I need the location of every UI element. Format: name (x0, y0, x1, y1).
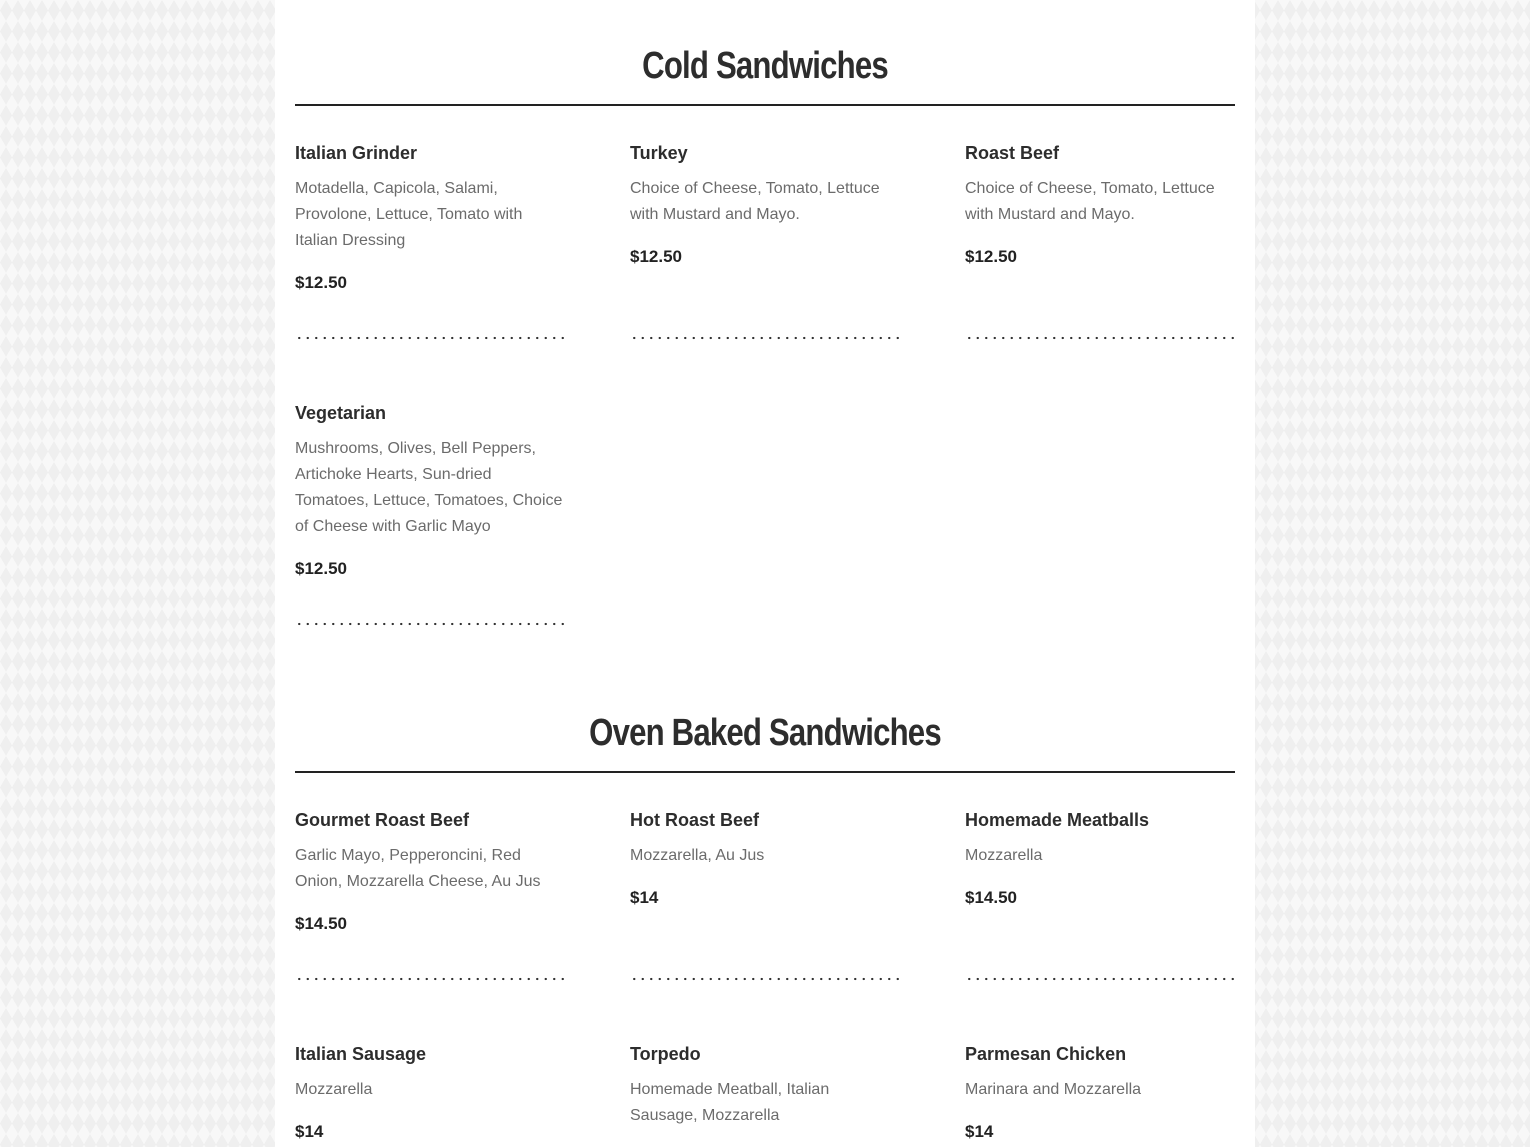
dotted-separator (630, 977, 900, 981)
item-description: Mozzarella (965, 847, 1043, 864)
menu-item (630, 142, 900, 340)
menu-item (630, 809, 900, 981)
item-price: $14 (630, 888, 659, 907)
item-price: $14.50 (965, 888, 1017, 907)
item-price: $12.50 (295, 559, 347, 578)
item-name: Parmesan Chicken (965, 1044, 1127, 1064)
menu-item (965, 142, 1235, 340)
item-description: Marinara and Mozzarella (965, 1081, 1142, 1098)
item-name: Turkey (630, 143, 688, 163)
item-description: Mushrooms, Olives, Bell Peppers, Artichoke Hearts, Sun-dried Tomatoes, Lettuce, Tomatoes, Choice of Cheese with Garlic Mayo (295, 440, 563, 535)
menu-item (965, 809, 1235, 981)
item-price: $12.50 (630, 247, 682, 266)
dotted-separator (295, 622, 565, 626)
item-price: $14 (965, 1122, 994, 1141)
item-description: Homemade Meatball, Italian Sausage, Mozzarella (630, 1081, 830, 1124)
item-name: Italian Sausage (295, 1044, 427, 1064)
item-description: Mozzarella (295, 1081, 373, 1098)
item-price: $14.50 (295, 914, 347, 933)
section-cold-sandwiches (295, 0, 1235, 626)
item-description: Choice of Cheese, Tomato, Lettuce with Mustard and Mayo. (630, 180, 880, 223)
menu-item (965, 1043, 1235, 1147)
menu-item (630, 1043, 900, 1147)
item-price: $12.50 (965, 247, 1017, 266)
dotted-separator (295, 977, 565, 981)
menu-page (275, 0, 1255, 1147)
menu-item (295, 1043, 565, 1147)
item-name: Hot Roast Beef (630, 810, 760, 830)
item-name: Italian Grinder (295, 143, 418, 163)
item-name: Torpedo (630, 1044, 701, 1064)
menu-item (295, 402, 565, 626)
section-divider (295, 771, 1235, 773)
menu-item (295, 809, 565, 981)
menu-item (295, 142, 565, 340)
item-name: Gourmet Roast Beef (295, 810, 470, 830)
menu-grid (295, 809, 1235, 1147)
item-description: Mozzarella, Au Jus (630, 847, 765, 864)
dotted-separator (965, 977, 1235, 981)
item-description: Choice of Cheese, Tomato, Lettuce with Mustard and Mayo. (965, 180, 1215, 223)
item-name: Roast Beef (965, 143, 1060, 163)
section-title: Oven Baked Sandwiches (589, 712, 941, 754)
item-price: $12.50 (295, 273, 347, 292)
section-divider (295, 104, 1235, 106)
section-title: Cold Sandwiches (642, 45, 888, 87)
dotted-separator (965, 336, 1235, 340)
item-description: Garlic Mayo, Pepperoncini, Red Onion, Mozzarella Cheese, Au Jus (295, 847, 541, 890)
menu-grid (295, 142, 1235, 626)
item-description: Motadella, Capicola, Salami, Provolone, Lettuce, Tomato with Italian Dressing (295, 180, 523, 249)
item-price: $14 (295, 1122, 324, 1141)
dotted-separator (630, 336, 900, 340)
dotted-separator (295, 336, 565, 340)
item-name: Homemade Meatballs (965, 810, 1150, 830)
section-oven-baked-sandwiches (295, 711, 1235, 1147)
item-name: Vegetarian (295, 403, 387, 423)
